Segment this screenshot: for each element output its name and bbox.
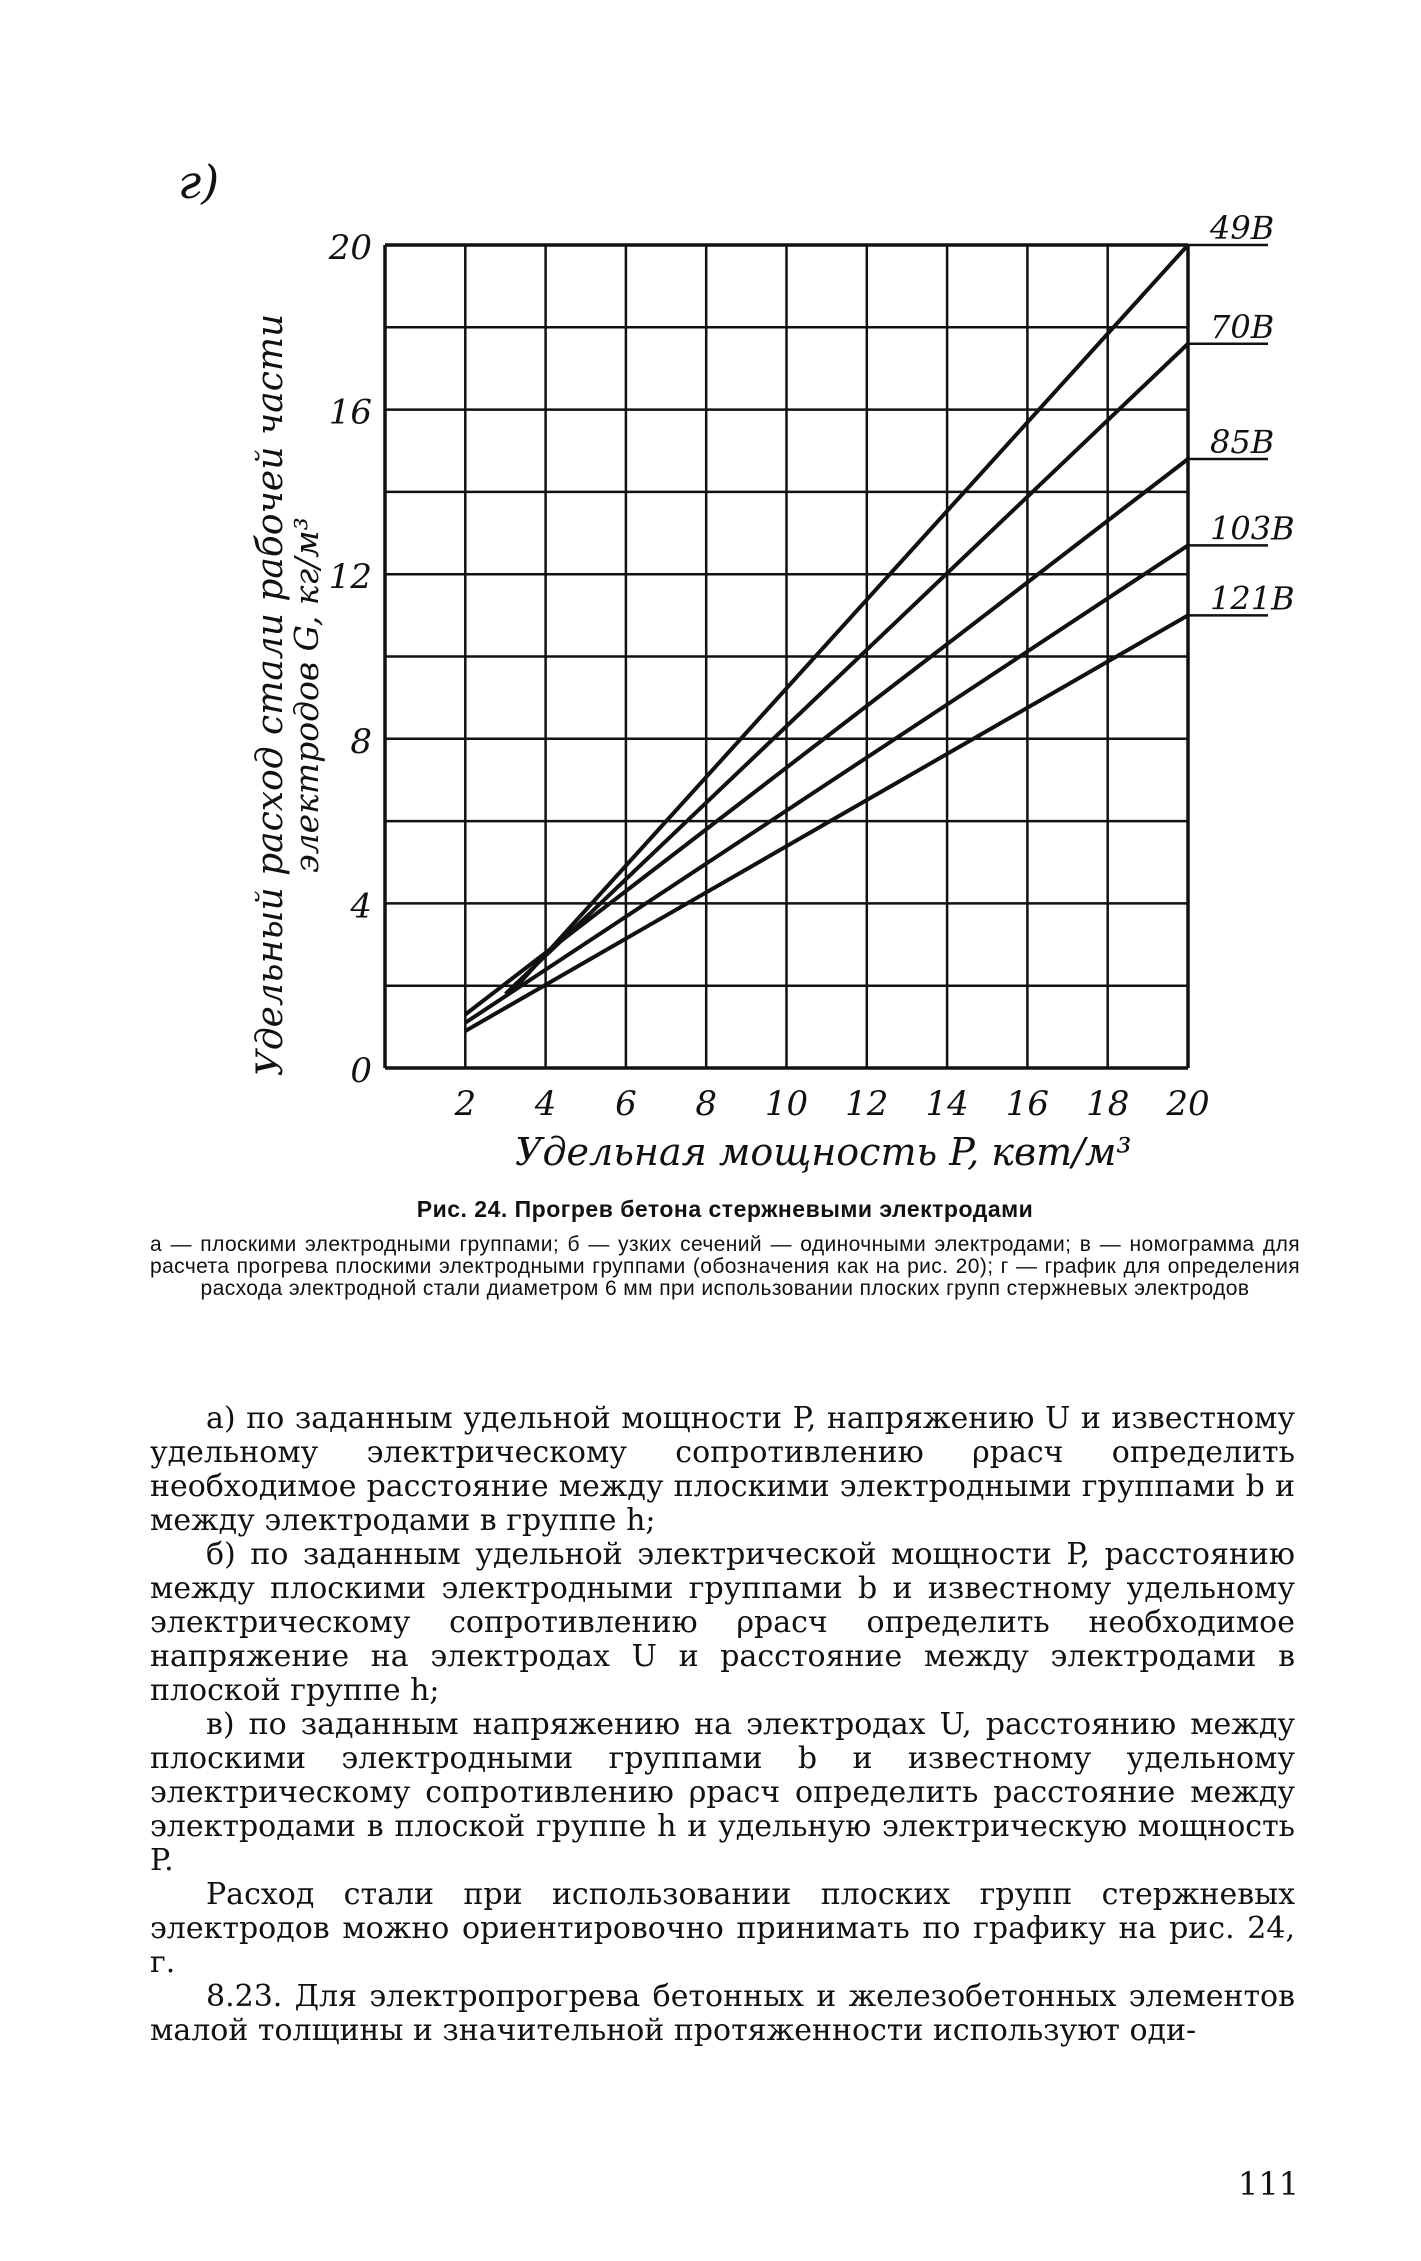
- y-tick-label: 0: [350, 1051, 372, 1091]
- paragraph: в) по заданным напряжению на электродах U, расстоянию между плоскими электродными группами b и известному удельному электрическому сопротивлению ρрасч определить расстояние между электродами в плоской группе h и удельную электрическую мощность P.: [150, 1707, 1295, 1878]
- y-tick-label: 12: [328, 557, 372, 598]
- x-tick-label: 10: [764, 1084, 809, 1124]
- paragraph: б) по заданным удельной электрической мощности P, расстоянию между плоскими электродными группами b и известному удельному электрическому сопротивлению ρрасч определить необходимое напряжение на электродах U и расстояние между электродами в плоской группе h;: [150, 1537, 1295, 1708]
- series-label: 49В: [1210, 209, 1275, 247]
- y-tick-label: 8: [350, 721, 372, 762]
- series-line: [465, 545, 1188, 1022]
- y-axis-label-line1: Удельный расход стали рабочей части: [250, 313, 291, 1077]
- figure-caption-title: Рис. 24. Прогрев бетона стержневыми электродами: [416, 1196, 1034, 1222]
- page-number: 111: [1238, 2165, 1300, 2203]
- series-line: [513, 245, 1188, 990]
- y-tick-labels: [328, 228, 372, 1091]
- x-tick-label: 12: [845, 1084, 889, 1124]
- x-tick-label: 2: [454, 1084, 477, 1124]
- y-axis-label-line2: электродов G, кг/м³: [287, 517, 326, 873]
- x-tick-label: 16: [1005, 1084, 1050, 1124]
- series-labels: [1188, 209, 1295, 617]
- series-line: [505, 344, 1188, 994]
- x-tick-label: 4: [534, 1084, 557, 1124]
- paragraph: Расход стали при использовании плоских групп стержневых электродов можно ориентировочно принимать по графику на рис. 24, г.: [150, 1877, 1295, 1980]
- y-tick-label: 20: [328, 228, 372, 268]
- body-text: [150, 1402, 1295, 2048]
- series-line: [465, 615, 1188, 1031]
- x-tick-label: 6: [615, 1084, 637, 1124]
- x-tick-label: 18: [1086, 1084, 1130, 1124]
- grid: [385, 245, 1188, 1068]
- x-tick-label: 8: [695, 1084, 718, 1124]
- paragraph: 8.23. Для электропрогрева бетонных и железобетонных элементов малой толщины и значительной протяженности используют оди-: [150, 1979, 1295, 2048]
- paragraph: а) по заданным удельной мощности P, напряжению U и известному удельному электрическому сопротивлению ρрасч определить необходимое расстояние между плоскими электродными группами b и между электродами в группе h;: [150, 1401, 1295, 1538]
- y-tick-label: 16: [328, 392, 372, 433]
- series-label: 121В: [1210, 579, 1295, 618]
- series-lines: [465, 245, 1188, 1031]
- series-line: [465, 459, 1188, 1015]
- x-tick-label: 20: [1166, 1084, 1210, 1124]
- series-label: 85В: [1210, 422, 1275, 461]
- y-tick-label: 4: [350, 886, 372, 927]
- figure-caption-body: а — плоскими электродными группами; б — узких сечений — одиночными электродами; в — номограмма для расчета прогрева плоскими электродными группами (обозначения как на рис. 20); г — график для определения расхода электродной стали диаметром 6 мм при использовании плоских групп стержневых электродов: [150, 1233, 1300, 1300]
- series-label: 70В: [1210, 307, 1275, 346]
- x-axis-label: Удельная мощность P, квт/м³: [515, 1130, 1132, 1174]
- x-tick-label: 14: [925, 1084, 969, 1124]
- panel-label: г): [178, 155, 220, 209]
- x-tick-labels: [453, 1084, 1209, 1124]
- series-label: 103В: [1210, 509, 1295, 548]
